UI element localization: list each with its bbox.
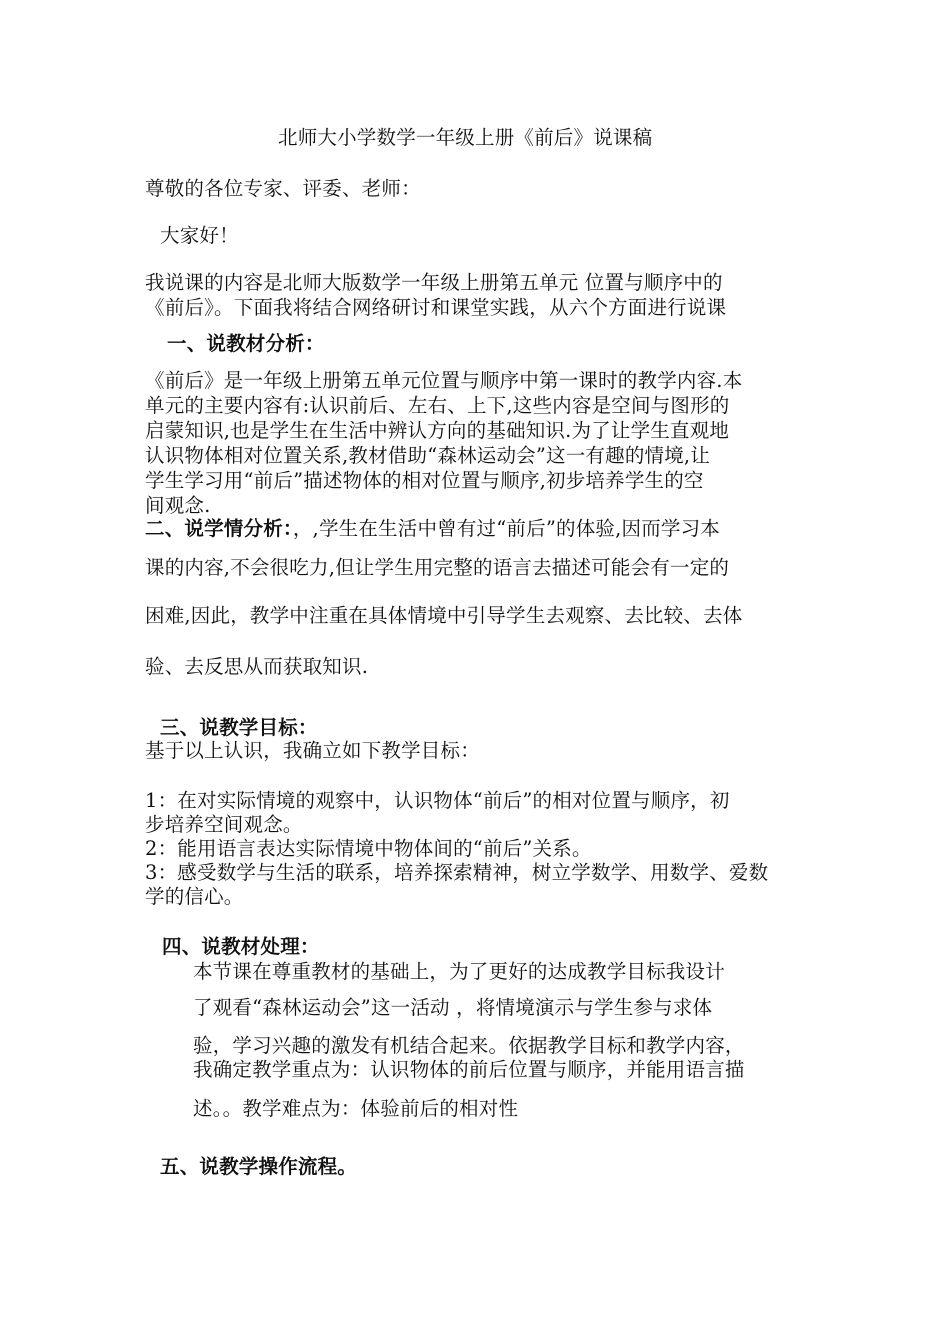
goal-line: 1：在对实际情境的观察中，认识物体“前后”的相对位置与顺序，初 (145, 789, 730, 812)
section2-first-line-text: ，,学生在生活中曾有过“前后”的体验,因而学习本 (292, 517, 720, 540)
section4-line: 我确定教学重点为：认识物体的前后位置与顺序，并能用语言描 (193, 1058, 745, 1081)
section1-line: 《前后》是一年级上册第五单元位置与顺序中第一课时的教学内容.本 (145, 369, 743, 392)
section3-lead: 基于以上认识，我确立如下教学目标： (145, 739, 480, 762)
section2-line: 困难,因此，教学中注重在具体情境中引导学生去观察、去比较、去体 (145, 604, 743, 627)
goal-line: 2：能用语言表达实际情境中物体间的“前后”关系。 (145, 837, 592, 860)
section1-line: 认识物体相对位置关系,教材借助“森林运动会”这一有趣的情境,让 (145, 444, 711, 467)
section2-first-line (145, 517, 720, 541)
section-heading-2: 二、说学情分析： (145, 517, 293, 540)
section1-line: 单元的主要内容有:认识前后、左右、上下,这些内容是空间与图形的 (145, 394, 730, 417)
section1-line: 学生学习用“前后”描述物体的相对位置与顺序,初步培养学生的空 (145, 469, 704, 492)
section4-line: 了观看“森林运动会”这一活动 ，将情境演示与学生参与求体 (193, 996, 713, 1019)
section-heading-3: 三、说教学目标： (160, 716, 318, 739)
goal-line: 步培养空间观念。 (145, 813, 303, 836)
section2-line: 课的内容,不会很吃力,但让学生用完整的语言去描述可能会有一定的 (145, 556, 730, 579)
section4-line: 验，学习兴趣的激发有机结合起来。依据教学目标和教学内容， (193, 1034, 745, 1057)
section4-line: 本节课在尊重教材的基础上，为了更好的达成教学目标我设计 (193, 960, 725, 983)
section-heading-5: 五、说教学操作流程。 (160, 1155, 358, 1178)
section-heading-1: 一、说教材分析： (167, 332, 325, 355)
section2-line: 验、去反思从而获取知识. (145, 655, 369, 678)
greeting: 尊敬的各位专家、评委、老师： (145, 177, 421, 200)
document-title: 北师大小学数学一年级上册《前后》说课稿 (278, 126, 653, 149)
section1-line: 启蒙知识,也是学生在生活中辨认方向的基础知识.为了让学生直观地 (145, 419, 730, 442)
hello-line: 大家好！ (160, 224, 239, 247)
intro-line: 《前后》。下面我将结合网络研讨和课堂实践，从六个方面进行说课 (145, 296, 727, 319)
goal-line: 学的信心。 (145, 885, 244, 908)
goal-line: 3：感受数学与生活的联系，培养探索精神，树立学数学、用数学、爱数 (145, 861, 769, 884)
section4-line: 述。。教学难点为：体验前后的相对性 (193, 1097, 519, 1120)
section-heading-4: 四、说教材处理： (162, 935, 320, 958)
intro-line: 我说课的内容是北师大版数学一年级上册第五单元 位置与顺序中的 (145, 271, 723, 294)
section1-line: 间观念. (145, 494, 211, 517)
